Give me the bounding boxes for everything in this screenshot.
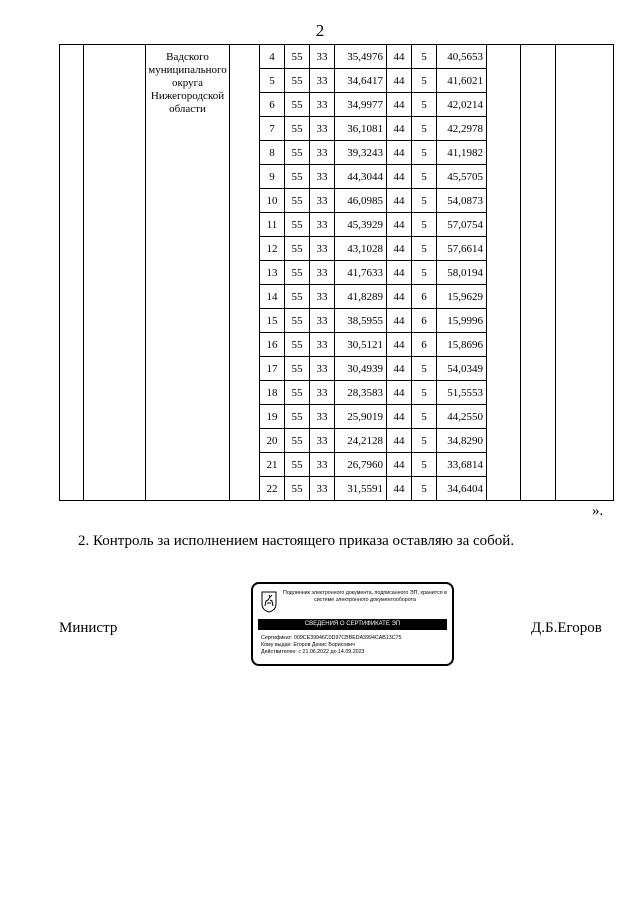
- point-number-cell: 15: [260, 309, 285, 333]
- lat-seconds-cell: 34,9977: [335, 93, 387, 117]
- stamp-certificate-number: Сертификат: 009CE39946C0D97CBBEDA3994CAB13C75: [261, 635, 402, 641]
- lat-seconds-cell: 34,6417: [335, 69, 387, 93]
- lon-minutes-cell: 5: [412, 45, 437, 69]
- lon-seconds-cell: 40,5653: [437, 45, 487, 69]
- closing-quote: ».: [592, 503, 604, 519]
- col-14-cell: [556, 45, 614, 501]
- lat-minutes-cell: 33: [310, 261, 335, 285]
- lon-seconds-cell: 33,6814: [437, 453, 487, 477]
- lon-minutes-cell: 5: [412, 381, 437, 405]
- lon-degrees-cell: 44: [387, 141, 412, 165]
- lon-minutes-cell: 6: [412, 309, 437, 333]
- lat-minutes-cell: 33: [310, 237, 335, 261]
- signer-name: Д.Б.Егоров: [531, 620, 602, 636]
- lon-seconds-cell: 51,5553: [437, 381, 487, 405]
- point-number-cell: 16: [260, 333, 285, 357]
- stamp-certificate-bar: СВЕДЕНИЯ О СЕРТИФИКАТЕ ЭП: [258, 619, 447, 630]
- lat-seconds-cell: 26,7960: [335, 453, 387, 477]
- lat-minutes-cell: 33: [310, 285, 335, 309]
- lat-seconds-cell: 24,2128: [335, 429, 387, 453]
- lat-minutes-cell: 33: [310, 309, 335, 333]
- point-number-cell: 4: [260, 45, 285, 69]
- lon-seconds-cell: 54,0873: [437, 189, 487, 213]
- lat-degrees-cell: 55: [285, 69, 310, 93]
- lat-seconds-cell: 38,5955: [335, 309, 387, 333]
- lat-degrees-cell: 55: [285, 261, 310, 285]
- lat-degrees-cell: 55: [285, 357, 310, 381]
- lon-degrees-cell: 44: [387, 333, 412, 357]
- stamp-certificate-details: [261, 635, 449, 656]
- lat-minutes-cell: 33: [310, 333, 335, 357]
- lat-degrees-cell: 55: [285, 213, 310, 237]
- lon-seconds-cell: 15,9996: [437, 309, 487, 333]
- lat-seconds-cell: 30,5121: [335, 333, 387, 357]
- point-number-cell: 8: [260, 141, 285, 165]
- lat-seconds-cell: 41,8289: [335, 285, 387, 309]
- lat-degrees-cell: 55: [285, 237, 310, 261]
- lon-seconds-cell: 34,8290: [437, 429, 487, 453]
- e-signature-stamp: [251, 582, 454, 666]
- lon-seconds-cell: 44,2550: [437, 405, 487, 429]
- lat-seconds-cell: 31,5591: [335, 477, 387, 501]
- lat-minutes-cell: 33: [310, 429, 335, 453]
- lon-minutes-cell: 5: [412, 117, 437, 141]
- nizhny-novgorod-deer-emblem-icon: [261, 591, 277, 613]
- lon-degrees-cell: 44: [387, 309, 412, 333]
- lon-degrees-cell: 44: [387, 69, 412, 93]
- lon-minutes-cell: 5: [412, 357, 437, 381]
- point-number-cell: 13: [260, 261, 285, 285]
- lon-degrees-cell: 44: [387, 165, 412, 189]
- coordinates-table: [59, 44, 614, 501]
- stamp-validity: Действителен: с 21.06.2022 до 14.09.2023: [261, 649, 365, 655]
- lat-minutes-cell: 33: [310, 117, 335, 141]
- lat-minutes-cell: 33: [310, 45, 335, 69]
- lon-degrees-cell: 44: [387, 453, 412, 477]
- point-number-cell: 7: [260, 117, 285, 141]
- lat-degrees-cell: 55: [285, 141, 310, 165]
- lon-seconds-cell: 42,2978: [437, 117, 487, 141]
- point-number-cell: 11: [260, 213, 285, 237]
- lat-minutes-cell: 33: [310, 381, 335, 405]
- point-number-cell: 5: [260, 69, 285, 93]
- lat-minutes-cell: 33: [310, 141, 335, 165]
- lat-degrees-cell: 55: [285, 429, 310, 453]
- lat-seconds-cell: 36,1081: [335, 117, 387, 141]
- lon-seconds-cell: 41,1982: [437, 141, 487, 165]
- lat-minutes-cell: 33: [310, 69, 335, 93]
- lon-minutes-cell: 5: [412, 477, 437, 501]
- lon-minutes-cell: 6: [412, 285, 437, 309]
- lat-seconds-cell: 43,1028: [335, 237, 387, 261]
- col-1-cell: [60, 45, 84, 501]
- point-number-cell: 14: [260, 285, 285, 309]
- lat-minutes-cell: 33: [310, 213, 335, 237]
- lon-seconds-cell: 57,6614: [437, 237, 487, 261]
- lat-seconds-cell: 44,3044: [335, 165, 387, 189]
- lat-minutes-cell: 33: [310, 357, 335, 381]
- lat-seconds-cell: 39,3243: [335, 141, 387, 165]
- signer-title: Министр: [59, 620, 118, 636]
- lat-minutes-cell: 33: [310, 453, 335, 477]
- lon-degrees-cell: 44: [387, 237, 412, 261]
- lon-seconds-cell: 58,0194: [437, 261, 487, 285]
- coordinates-table-body: [60, 45, 614, 501]
- lon-minutes-cell: 5: [412, 261, 437, 285]
- lon-minutes-cell: 5: [412, 213, 437, 237]
- lat-seconds-cell: 28,3583: [335, 381, 387, 405]
- lon-seconds-cell: 57,0754: [437, 213, 487, 237]
- point-number-cell: 19: [260, 405, 285, 429]
- lon-seconds-cell: 41,6021: [437, 69, 487, 93]
- lon-degrees-cell: 44: [387, 189, 412, 213]
- point-number-cell: 22: [260, 477, 285, 501]
- col-12-cell: [487, 45, 521, 501]
- lat-degrees-cell: 55: [285, 405, 310, 429]
- lon-minutes-cell: 5: [412, 93, 437, 117]
- point-number-cell: 6: [260, 93, 285, 117]
- lon-degrees-cell: 44: [387, 93, 412, 117]
- lon-seconds-cell: 54,0349: [437, 357, 487, 381]
- point-number-cell: 9: [260, 165, 285, 189]
- lon-degrees-cell: 44: [387, 213, 412, 237]
- lon-minutes-cell: 5: [412, 141, 437, 165]
- lon-degrees-cell: 44: [387, 117, 412, 141]
- lat-degrees-cell: 55: [285, 453, 310, 477]
- lat-degrees-cell: 55: [285, 189, 310, 213]
- lat-seconds-cell: 41,7633: [335, 261, 387, 285]
- lon-degrees-cell: 44: [387, 405, 412, 429]
- point-number-cell: 12: [260, 237, 285, 261]
- lon-degrees-cell: 44: [387, 261, 412, 285]
- lat-seconds-cell: 46,0985: [335, 189, 387, 213]
- stamp-issued-to: Кому выдан: Егоров Денис Борисович: [261, 642, 355, 648]
- point-number-cell: 20: [260, 429, 285, 453]
- control-paragraph: 2. Контроль за исполнением настоящего приказа оставляю за собой.: [78, 533, 515, 549]
- lon-degrees-cell: 44: [387, 381, 412, 405]
- lon-minutes-cell: 5: [412, 189, 437, 213]
- lat-minutes-cell: 33: [310, 165, 335, 189]
- lat-seconds-cell: 45,3929: [335, 213, 387, 237]
- lat-degrees-cell: 55: [285, 285, 310, 309]
- lon-minutes-cell: 5: [412, 405, 437, 429]
- lat-degrees-cell: 55: [285, 117, 310, 141]
- lon-minutes-cell: 5: [412, 237, 437, 261]
- lon-minutes-cell: 5: [412, 429, 437, 453]
- point-number-cell: 17: [260, 357, 285, 381]
- lat-minutes-cell: 33: [310, 477, 335, 501]
- lon-degrees-cell: 44: [387, 285, 412, 309]
- lon-minutes-cell: 5: [412, 165, 437, 189]
- point-number-cell: 21: [260, 453, 285, 477]
- lon-seconds-cell: 15,8696: [437, 333, 487, 357]
- lat-degrees-cell: 55: [285, 309, 310, 333]
- lon-seconds-cell: 34,6404: [437, 477, 487, 501]
- col-2-cell: [84, 45, 146, 501]
- point-number-cell: 18: [260, 381, 285, 405]
- lat-minutes-cell: 33: [310, 405, 335, 429]
- lat-degrees-cell: 55: [285, 45, 310, 69]
- lon-degrees-cell: 44: [387, 477, 412, 501]
- lon-seconds-cell: 15,9629: [437, 285, 487, 309]
- lon-minutes-cell: 5: [412, 453, 437, 477]
- municipality-cell: Вадского муниципального округа Нижегородской области: [146, 45, 230, 501]
- lat-seconds-cell: 25,9019: [335, 405, 387, 429]
- lat-degrees-cell: 55: [285, 165, 310, 189]
- lat-minutes-cell: 33: [310, 93, 335, 117]
- lat-seconds-cell: 30,4939: [335, 357, 387, 381]
- lat-seconds-cell: 35,4976: [335, 45, 387, 69]
- stamp-header: Подлинник электронного документа, подписанного ЭП, хранится в системе электронного документооборота: [283, 590, 447, 603]
- lon-degrees-cell: 44: [387, 357, 412, 381]
- lon-minutes-cell: 5: [412, 69, 437, 93]
- lat-minutes-cell: 33: [310, 189, 335, 213]
- page-number: 2: [315, 21, 325, 40]
- col-4-cell: [230, 45, 260, 501]
- lon-seconds-cell: 45,5705: [437, 165, 487, 189]
- lon-degrees-cell: 44: [387, 429, 412, 453]
- lat-degrees-cell: 55: [285, 477, 310, 501]
- col-13-cell: [521, 45, 556, 501]
- lon-seconds-cell: 42,0214: [437, 93, 487, 117]
- lon-minutes-cell: 6: [412, 333, 437, 357]
- lon-degrees-cell: 44: [387, 45, 412, 69]
- point-number-cell: 10: [260, 189, 285, 213]
- lat-degrees-cell: 55: [285, 381, 310, 405]
- table-row: [60, 45, 614, 69]
- lat-degrees-cell: 55: [285, 93, 310, 117]
- lat-degrees-cell: 55: [285, 333, 310, 357]
